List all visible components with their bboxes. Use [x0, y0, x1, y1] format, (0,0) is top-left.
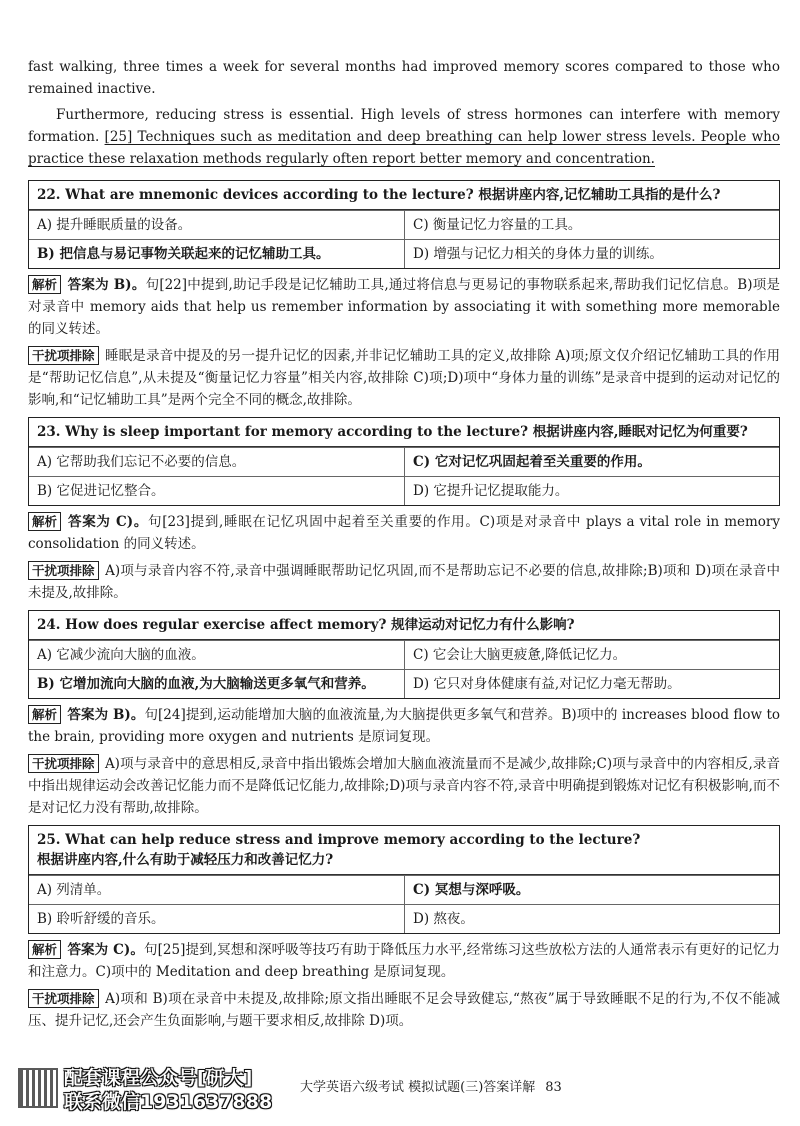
question-24-title: 24. How does regular exercise affect memory? 规律运动对记忆力有什么影响? — [29, 611, 779, 640]
question-23-box — [28, 417, 780, 506]
option-a: A) 它帮助我们忘记不必要的信息。 — [37, 454, 246, 470]
q22-distractor — [28, 345, 780, 411]
explanation-text: 句[23]提到,睡眠在记忆巩固中起着至关重要的作用。C)项是对录音中 plays a vital role in memory consolidation 的同义转述。 — [28, 514, 780, 552]
stamp-line-1: 配套课程公众号[研大] — [64, 1067, 253, 1089]
question-24-box — [28, 610, 780, 699]
option-d: D) 它只对身体健康有益,对记忆力毫无帮助。 — [404, 670, 779, 698]
explanation-text: 句[24]提到,运动能增加大脑的血液流量,为大脑提供更多氧气和营养。B)项中的 increases blood flow to the brain, providing more oxygen and nutrients 是原词复现。 — [28, 707, 781, 745]
options-row — [29, 447, 779, 476]
option-c-correct: C) 冥想与深呼吸。 — [404, 876, 779, 904]
option-b-correct: B) 把信息与易记事物关联起来的记忆辅助工具。 — [37, 246, 330, 262]
q23-explanation — [28, 511, 780, 555]
distractor-text: A)项与录音内容不符,录音中强调睡眠帮助记忆巩固,而不是帮助忘记不必要的信息,故排除;B)项和 D)项在录音中未提及,故排除。 — [28, 563, 780, 601]
answer-label: 答案为 B)。 — [67, 277, 146, 293]
option-b: B) 它促进记忆整合。 — [37, 483, 165, 499]
ganrao-tag: 干扰项排除 — [28, 346, 99, 365]
reference-25-sentence: [25] Techniques such as meditation and deep breathing can help lower stress levels. People who practice these relaxation methods regularly often report better memory and concentration. — [28, 129, 780, 167]
qr-code-icon — [18, 1068, 58, 1108]
page-body — [28, 56, 780, 1032]
option-c-correct: C) 它对记忆巩固起着至关重要的作用。 — [404, 448, 779, 476]
watermark-stamp — [64, 1066, 272, 1114]
distractor-text: 睡眠是录音中提及的另一提升记忆的因素,并非记忆辅助工具的定义,故排除 A)项;原文仅介绍记忆辅助工具的作用是“帮助记忆信息”,从未提及“衡量记忆力容量”相关内容,故排除 C)项;D)项中“身体力量的训练”是录音中提到的运动对记忆的影响,和“记忆辅助工具”是两个完全不同的概念,故排除。 — [28, 348, 780, 408]
stamp-line-2: 联系微信1931637888 — [64, 1091, 273, 1113]
option-a: A) 列清单。 — [37, 882, 111, 898]
running-footer — [300, 1076, 562, 1095]
q22-explanation — [28, 274, 780, 340]
question-25-box — [28, 825, 780, 934]
intro-p2-start: Furthermore, reducing stress is essential. High levels of stress hormones can interfere with memory formation. — [28, 107, 780, 145]
page-footer — [0, 1068, 800, 1126]
option-a: A) 提升睡眠质量的设备。 — [37, 217, 192, 233]
ganrao-tag: 干扰项排除 — [28, 989, 99, 1008]
options-row — [29, 875, 779, 904]
options-row — [29, 239, 779, 268]
option-c: C) 衡量记忆力容量的工具。 — [404, 211, 779, 239]
options-row — [29, 210, 779, 239]
q24-explanation — [28, 704, 780, 748]
option-b-correct: B) 它增加流向大脑的血液,为大脑输送更多氧气和营养。 — [37, 676, 375, 692]
answer-label: 答案为 C)。 — [67, 942, 145, 958]
q25-explanation — [28, 939, 780, 983]
jiexi-tag: 解析 — [28, 275, 61, 294]
question-25-title — [29, 826, 779, 875]
q24-distractor — [28, 753, 780, 819]
question-23-title: 23. Why is sleep important for memory according to the lecture? 根据讲座内容,睡眠对记忆为何重要? — [29, 418, 779, 447]
option-a: A) 它减少流向大脑的血液。 — [37, 647, 205, 663]
jiexi-tag: 解析 — [28, 512, 61, 531]
question-25-title-en: 25. What can help reduce stress and improve memory according to the lecture? — [37, 832, 641, 848]
answer-label: 答案为 B)。 — [67, 707, 145, 723]
running-title: 大学英语六级考试 模拟试题(三)答案详解 — [300, 1080, 536, 1095]
distractor-text: A)项和 B)项在录音中未提及,故排除;原文指出睡眠不足会导致健忘,“熬夜”属于导致睡眠不足的行为,不仅不能减压、提升记忆,还会产生负面影响,与题干要求相反,故排除 D)项。 — [28, 991, 780, 1029]
answer-label: 答案为 C)。 — [68, 514, 149, 530]
option-c: C) 它会让大脑更疲惫,降低记忆力。 — [404, 641, 779, 669]
jiexi-tag: 解析 — [28, 940, 61, 959]
question-25-title-zh: 根据讲座内容,什么有助于减轻压力和改善记忆力? — [37, 852, 334, 868]
option-d: D) 它提升记忆提取能力。 — [404, 477, 779, 505]
question-22-box — [28, 180, 780, 269]
option-d: D) 熬夜。 — [404, 905, 779, 933]
intro-paragraph-2 — [28, 104, 780, 170]
options-row — [29, 476, 779, 505]
option-b: B) 聆听舒缓的音乐。 — [37, 911, 165, 927]
options-row — [29, 669, 779, 698]
option-d: D) 增强与记忆力相关的身体力量的训练。 — [404, 240, 779, 268]
intro-paragraph-1: fast walking, three times a week for several months had improved memory scores compared to those who remained inactive. — [28, 59, 780, 97]
explanation-text: 句[22]中提到,助记手段是记忆辅助工具,通过将信息与更易记的事物联系起来,帮助我们记忆信息。B)项是对录音中 memory aids that help us remember information by associating it with something more memorable 的同义转述。 — [28, 277, 780, 337]
distractor-text: A)项与录音中的意思相反,录音中指出锻炼会增加大脑血液流量而不是减少,故排除;C)项与录音中的内容相反,录音中指出规律运动会改善记忆能力而不是降低记忆能力,故排除;D)项与录音内容不符,录音中明确提到锻炼对记忆有积极影响,而不是对记忆力没有帮助,故排除。 — [28, 756, 780, 816]
q23-distractor — [28, 560, 780, 604]
question-22-title: 22. What are mnemonic devices according to the lecture? 根据讲座内容,记忆辅助工具指的是什么? — [29, 181, 779, 210]
q25-distractor — [28, 988, 780, 1032]
ganrao-tag: 干扰项排除 — [28, 754, 99, 773]
ganrao-tag: 干扰项排除 — [28, 561, 99, 580]
options-row — [29, 904, 779, 933]
jiexi-tag: 解析 — [28, 705, 61, 724]
explanation-text: 句[25]提到,冥想和深呼吸等技巧有助于降低压力水平,经常练习这些放松方法的人通常表示有更好的记忆力和注意力。C)项中的 Meditation and deep breathing 是原词复现。 — [28, 942, 780, 980]
options-row — [29, 640, 779, 669]
page-number: 83 — [545, 1080, 562, 1095]
